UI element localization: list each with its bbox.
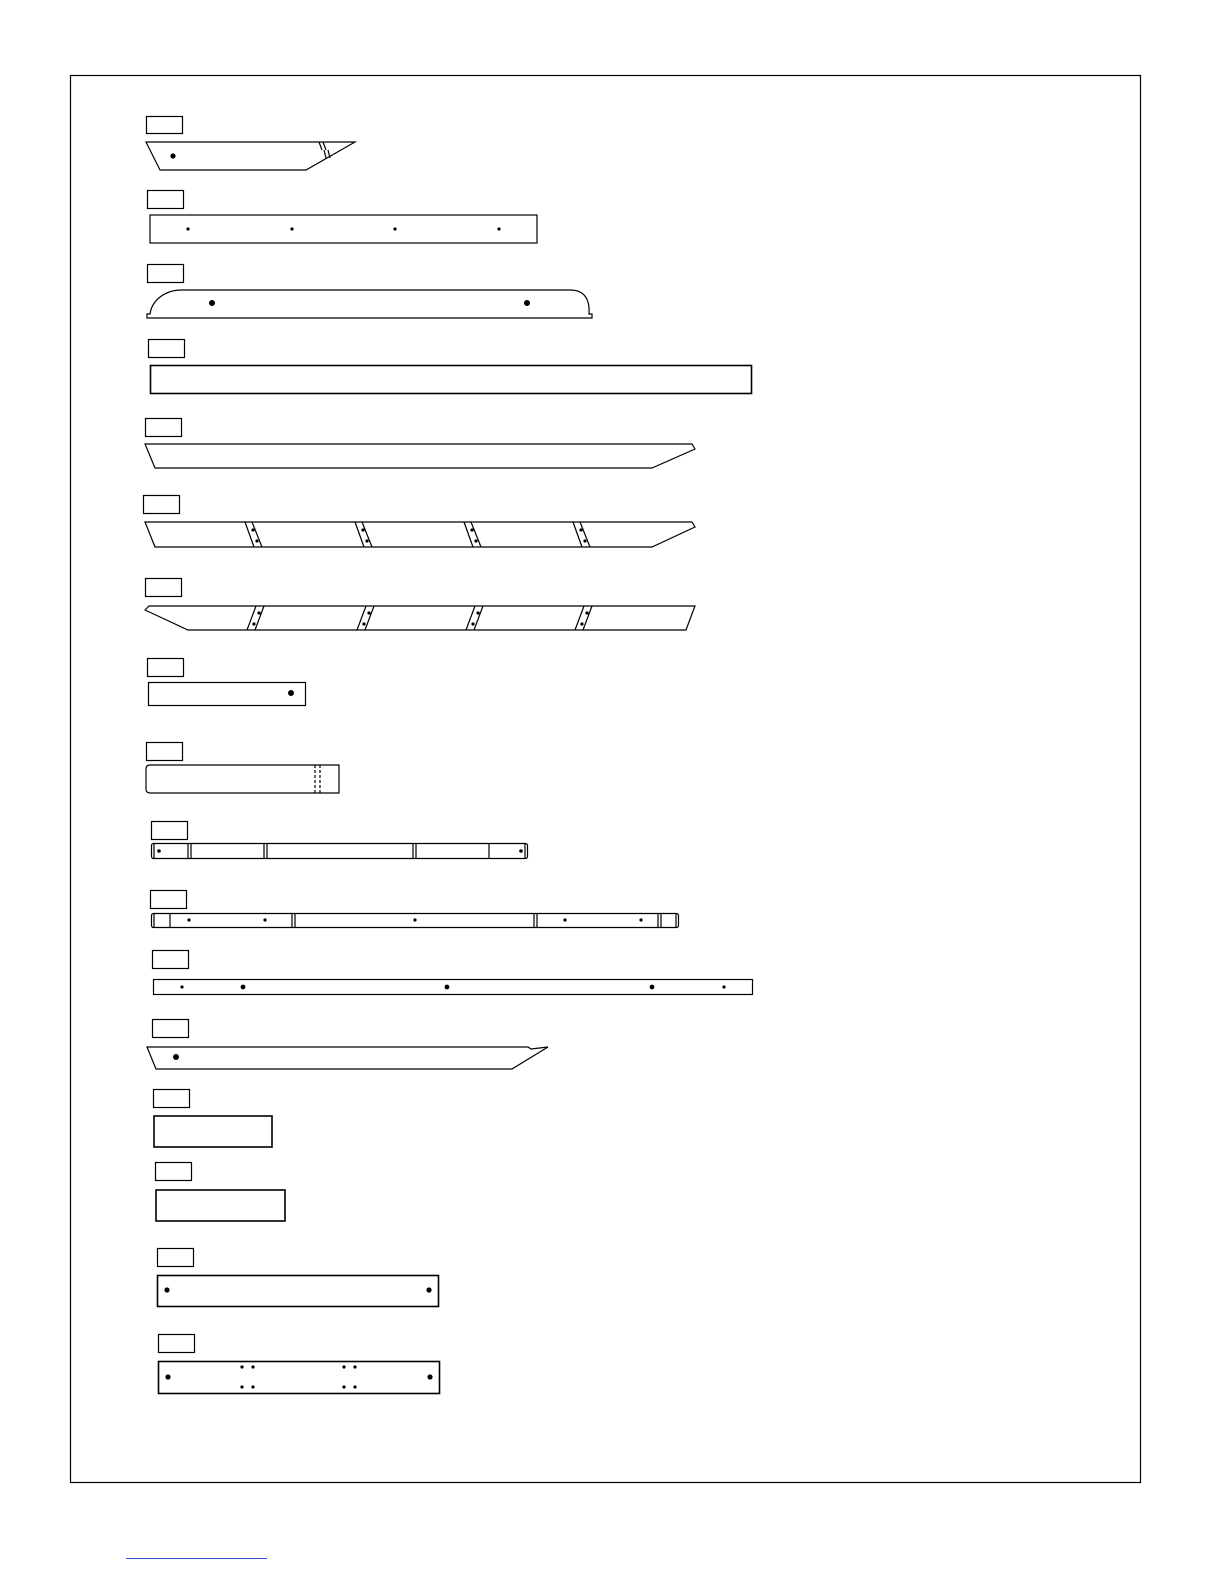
holes	[187, 918, 642, 921]
part-1	[146, 117, 355, 171]
hole	[171, 154, 175, 158]
holes	[164, 1287, 431, 1292]
part-label-box	[144, 496, 180, 514]
part-outline	[158, 1276, 439, 1307]
brace-marks	[247, 606, 592, 630]
part-8	[148, 659, 306, 706]
part-11	[151, 891, 679, 928]
part-outline	[149, 683, 306, 706]
part-label-box	[146, 419, 182, 437]
part-2	[148, 191, 538, 244]
part-label-box	[148, 659, 184, 677]
cut-mark	[319, 142, 330, 158]
part-outline	[145, 444, 695, 468]
part-label-box	[147, 117, 183, 134]
hole	[525, 301, 530, 306]
hole	[210, 301, 215, 306]
page-border	[71, 76, 1141, 1483]
part-label-box	[147, 743, 183, 761]
part-outline	[159, 1362, 440, 1394]
part-label-box	[158, 1249, 194, 1267]
part-7	[145, 579, 695, 631]
part-10	[152, 822, 528, 859]
part-label-box	[153, 951, 189, 969]
part-label-box	[148, 191, 184, 209]
part-9	[146, 743, 339, 794]
part-17	[159, 1335, 440, 1394]
part-outline	[151, 366, 752, 394]
hole	[174, 1055, 179, 1060]
part-label-box	[149, 340, 185, 358]
part-outline	[147, 1047, 548, 1069]
part-label-box	[153, 1020, 189, 1038]
hole	[289, 691, 294, 696]
brace-marks	[245, 522, 590, 547]
part-label-box	[156, 1163, 192, 1181]
part-3	[147, 265, 592, 319]
part-label-box	[154, 1090, 190, 1108]
part-label-box	[148, 265, 184, 283]
cut-mark	[315, 765, 320, 793]
footer-link-underline[interactable]	[126, 1558, 267, 1559]
part-outline	[145, 522, 695, 547]
holes	[252, 611, 588, 625]
part-outline	[152, 844, 528, 859]
part-outline	[150, 215, 537, 243]
part-label-box	[152, 822, 188, 840]
part-15	[156, 1163, 286, 1222]
holes	[165, 1365, 432, 1388]
part-outline	[154, 1116, 272, 1147]
joint-marks	[154, 844, 525, 858]
part-5	[145, 419, 695, 469]
part-label-box	[146, 579, 182, 597]
part-12	[153, 951, 753, 995]
part-outline	[146, 142, 355, 170]
part-13	[147, 1020, 548, 1070]
part-label-box	[159, 1335, 195, 1353]
part-6	[144, 496, 696, 548]
part-14	[154, 1090, 273, 1148]
holes	[186, 227, 500, 230]
part-16	[158, 1249, 439, 1307]
holes	[157, 849, 523, 853]
part-outline	[156, 1190, 285, 1221]
holes	[251, 528, 586, 542]
part-outline	[145, 606, 695, 630]
part-outline	[146, 765, 339, 793]
part-4	[149, 340, 752, 394]
part-label-box	[151, 891, 187, 909]
holes	[180, 985, 725, 990]
